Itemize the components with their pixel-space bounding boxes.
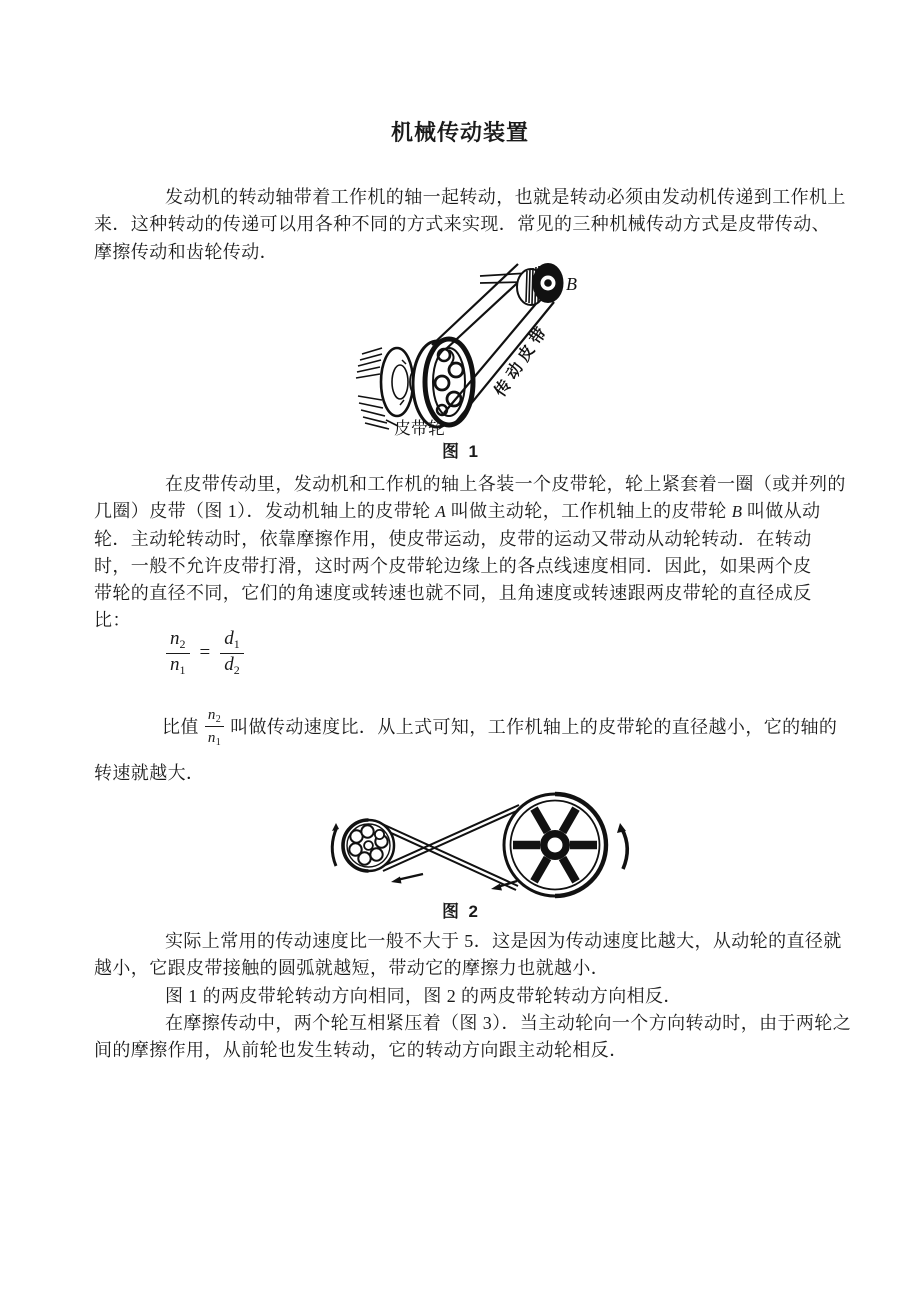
fraction-d1-d2: $\frac{d_1}{d_2}$ [220, 629, 244, 676]
figure1-caption: 图 1 [442, 442, 478, 461]
rotation-arrow-right [617, 823, 627, 869]
text-line: 实际上常用的传动速度比一般不大于 5．这是因为传动速度比越大，从动轮的直径就 [165, 931, 842, 951]
paragraph-belt-drive [94, 471, 846, 635]
text-line: 轮．主动轮转动时，依靠摩擦作用，使皮带运动，皮带的运动又带动从动轮转动．在转动 [94, 528, 812, 549]
fraction-n2-n1: $\frac{n_2}{n_1}$ [166, 629, 190, 676]
speed-ratio-formula [166, 629, 244, 676]
text-line [94, 498, 834, 525]
figure2-crossed-belt-illustration [325, 790, 655, 900]
equals-sign: = [199, 641, 211, 663]
large-wheel [504, 794, 606, 896]
text-segment: 比值 [162, 717, 199, 737]
paragraph-friction-drive [94, 1010, 852, 1065]
text-segment: 叫做从动 [742, 501, 821, 522]
paragraph-speed-ratio [94, 699, 838, 753]
figure1-belt-drive-illustration [330, 250, 610, 442]
text-segment: 几圈）皮带（图 1）．发动机轴上的皮带轮 [94, 501, 436, 522]
paragraph-direction-note [94, 983, 834, 1010]
text-line: 时，一般不允许皮带打滑，这时两个皮带轮边缘上的各点线速度相同．因此，如果两个皮 [94, 555, 812, 576]
text-segment: 叫做传动速度比．从上式可知，工作机轴上的皮带轮的直径越小，它的轴的 [230, 717, 838, 737]
rotation-arrow-left [332, 823, 339, 866]
text-line: 转速就越大． [94, 763, 205, 783]
text-segment: 叫做主动轮，工作机轴上的皮带轮 [445, 501, 732, 522]
text-line: 在摩擦传动中，两个轮互相紧压着（图 3）．当主动轮向一个方向转动时，由于两轮之 [165, 1012, 852, 1033]
pulley-b-label: B [566, 274, 577, 294]
belt-direction-arrow-left [391, 874, 423, 884]
inline-fraction-n2-n1: $\frac{n2}{n1}$ [205, 704, 224, 748]
small-wheel [343, 820, 394, 871]
text-line: 发动机的转动轴带着工作机的轴一起转动，也就是转动必须由发动机传递到工作机上 [165, 187, 846, 207]
variable-a: A [435, 502, 446, 522]
text-line: 间的摩擦作用，从前轮也发生转动，它的转动方向跟主动轮相反． [94, 1040, 628, 1061]
belt-label: 传动皮带 [491, 320, 553, 400]
pulley-label: 皮带轮 [394, 419, 445, 438]
page-title: 机械传动装置 [390, 120, 529, 145]
text-line: 图 1 的两皮带轮转动方向相同，图 2 的两皮带轮转动方向相反． [165, 985, 682, 1006]
text-line: 在皮带传动里，发动机和工作机的轴上各装一个皮带轮，轮上紧套着一圈（或并列的 [165, 474, 846, 494]
text-line: 摩擦传动和齿轮传动． [94, 241, 278, 262]
driven-pulley [480, 264, 563, 306]
text-line: 来．这种转动的传递可以用各种不同的方式来实现．常见的三种机械传动方式是皮带传动、 [94, 214, 830, 235]
text-line: 比： [94, 610, 131, 631]
variable-b: B [731, 502, 742, 522]
text-line: 越小，它跟皮带接触的圆弧就越短，带动它的摩擦力也就越小． [94, 958, 610, 979]
paragraph-practical-ratio [94, 928, 842, 983]
figure2-caption: 图 2 [442, 902, 478, 921]
text-line: 带轮的直径不同，它们的角速度或转速也就不同，且角速度或转速跟两皮带轮的直径成反 [94, 583, 812, 604]
